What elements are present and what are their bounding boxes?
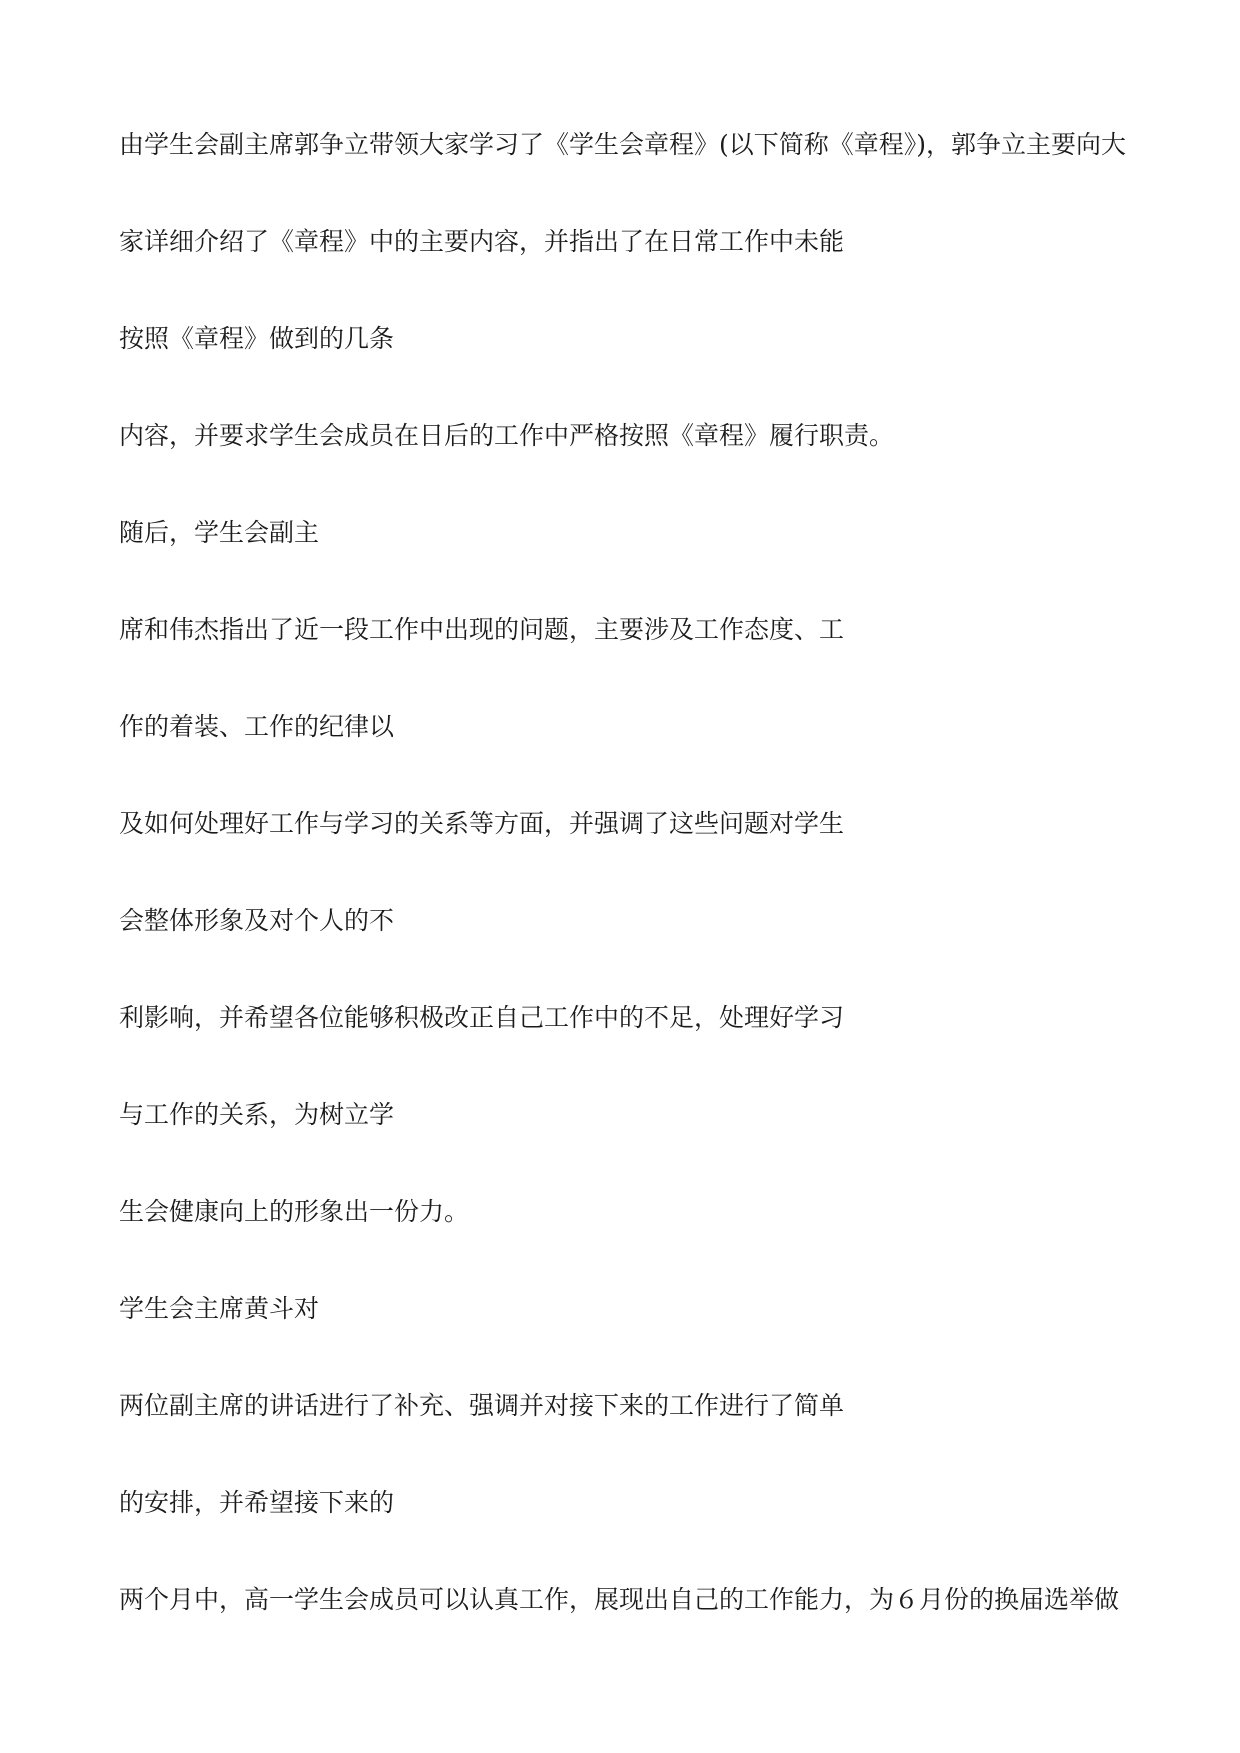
text-line: 作的着装、工作的纪律以: [119, 712, 395, 741]
text-line: 随后，学生会副主: [119, 518, 320, 547]
text-line: 内容，并要求学生会成员在日后的工作中严格按照《章程》履行职责。: [119, 421, 895, 450]
text-line: 两位副主席的讲话进行了补充、强调并对接下来的工作进行了简单: [119, 1391, 845, 1420]
text-line: 席和伟杰指出了近一段工作中出现的问题，主要涉及工作态度、工: [119, 615, 845, 644]
text-line: 及如何处理好工作与学习的关系等方面，并强调了这些问题对学生: [119, 809, 845, 838]
text-line: 会整体形象及对个人的不: [119, 906, 395, 935]
text-line: 两个月中，高一学生会成员可以认真工作，展现出自己的工作能力，为６月份的换届选举做: [119, 1585, 1120, 1614]
text-line: 家详细介绍了《章程》中的主要内容，并指出了在日常工作中未能: [119, 227, 845, 256]
text-line: 学生会主席黄斗对: [119, 1294, 320, 1323]
text-line: 由学生会副主席郭争立带领大家学习了《学生会章程》(以下简称《章程》)，郭争立主要向大: [119, 130, 1127, 159]
text-line: 的安排，并希望接下来的: [119, 1488, 395, 1517]
text-line: 利影响，并希望各位能够积极改正自己工作中的不足，处理好学习: [119, 1003, 845, 1032]
text-line: 与工作的关系，为树立学: [119, 1100, 395, 1129]
text-line: 生会健康向上的形象出一份力。: [119, 1197, 470, 1226]
text-line: 按照《章程》做到的几条: [119, 324, 395, 353]
